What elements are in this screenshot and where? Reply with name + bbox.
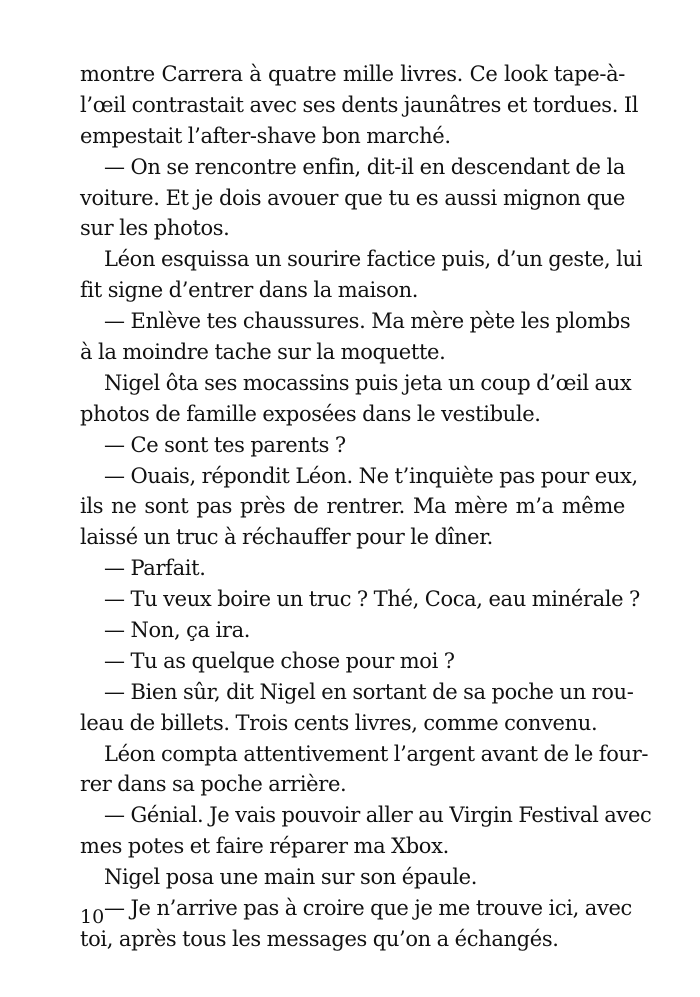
text-line: — Ouais, répondit Léon. Ne t’inquiète pas pour eux, bbox=[104, 463, 638, 488]
text-line: montre Carrera à quatre mille livres. Ce look tape-à- bbox=[80, 62, 625, 86]
body-text bbox=[80, 59, 652, 955]
text-line: — Non, ça ira. bbox=[104, 618, 251, 643]
text-line: — Bien sûr, dit Nigel en sortant de sa poche un rou- bbox=[104, 679, 634, 704]
text-line: — Parfait. bbox=[104, 556, 206, 581]
text-line: toi, après tous les messages qu’on a échangés. bbox=[80, 926, 559, 951]
page-number: 10 bbox=[80, 906, 105, 928]
text-line: — Ce sont tes parents ? bbox=[104, 432, 346, 457]
text-line: Léon esquissa un sourire factice puis, d’un geste, lui bbox=[104, 247, 643, 272]
text-line: — On se rencontre enfin, dit-il en descendant de la bbox=[104, 154, 625, 179]
text-line: l’œil contrastait avec ses dents jaunâtres et tordues. Il bbox=[80, 92, 639, 117]
text-line: Nigel posa une main sur son épaule. bbox=[104, 865, 478, 890]
text-line: — Génial. Je vais pouvoir aller au Virgin Festival avec bbox=[104, 803, 652, 828]
text-line: mes potes et faire réparer ma Xbox. bbox=[80, 834, 449, 859]
text-line: voiture. Et je dois avouer que tu es aussi mignon que bbox=[80, 185, 625, 210]
text-line: à la moindre tache sur la moquette. bbox=[80, 340, 446, 365]
text-line: ils ne sont pas près de rentrer. Ma mère m’a même bbox=[80, 494, 625, 519]
text-line: rer dans sa poche arrière. bbox=[80, 772, 347, 797]
text-line: Léon compta attentivement l’argent avant de le four- bbox=[104, 741, 649, 766]
text-line: photos de famille exposées dans le vestibule. bbox=[80, 401, 541, 426]
text-line: — Tu veux boire un truc ? Thé, Coca, eau minérale ? bbox=[104, 587, 640, 612]
text-line: leau de billets. Trois cents livres, comme convenu. bbox=[80, 710, 598, 735]
text-line: laissé un truc à réchauffer pour le dîner. bbox=[80, 525, 493, 550]
text-line: — Je n’arrive pas à croire que je me trouve ici, avec bbox=[104, 896, 632, 921]
text-line: sur les photos. bbox=[80, 216, 230, 241]
text-line: fit signe d’entrer dans la maison. bbox=[80, 278, 419, 303]
text-line: Nigel ôta ses mocassins puis jeta un coup d’œil aux bbox=[104, 370, 632, 395]
text-line: — Enlève tes chaussures. Ma mère pète les plombs bbox=[104, 309, 631, 334]
text-line: empestait l’after-shave bon marché. bbox=[80, 123, 451, 148]
text-line: — Tu as quelque chose pour moi ? bbox=[104, 648, 455, 673]
